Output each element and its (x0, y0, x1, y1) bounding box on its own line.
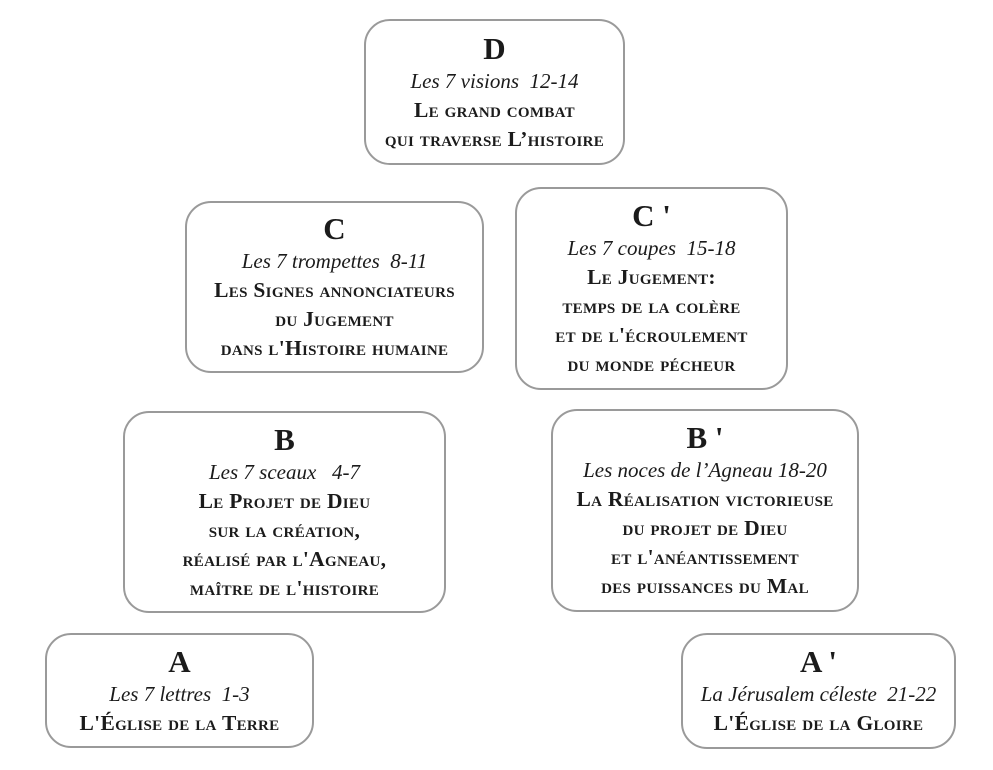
box-a-prime-line: L'Église de la Gloire (713, 711, 924, 735)
box-c-letter: C (323, 211, 346, 246)
box-b-line: sur la création, (208, 517, 361, 542)
box-b-prime-line: du projet de Dieu (622, 516, 788, 540)
box-b-line: Le Projet de Dieu (198, 488, 371, 513)
box-c-line: du Jugement (275, 307, 394, 331)
box-b-prime-line: des puissances du Mal (601, 574, 809, 598)
box-b-prime-line: et l'anéantissement (611, 545, 799, 569)
box-b-prime-line: La Réalisation victorieuse (576, 487, 834, 511)
box-c-prime-subtitle: Les 7 coupes 15-18 (567, 236, 736, 260)
box-a (45, 633, 314, 748)
box-a-line: L'Église de la Terre (79, 710, 280, 735)
box-b-line: réalisé par l'Agneau, (182, 546, 387, 571)
box-c-subtitle: Les 7 trompettes 8-11 (241, 249, 428, 273)
box-c-line: Les Signes annonciateurs (214, 278, 455, 302)
box-b-prime-letter: B ' (686, 420, 724, 455)
box-b-line: maître de l'histoire (189, 575, 380, 600)
box-d-letter: D (483, 30, 506, 66)
box-d (364, 19, 625, 165)
box-a-subtitle: Les 7 lettres 1-3 (109, 681, 250, 706)
box-a-prime (681, 633, 956, 749)
box-b-letter: B (274, 421, 295, 457)
box-c-line: dans l'Histoire humaine (220, 336, 449, 360)
box-c (185, 201, 484, 373)
box-c-prime-line: du monde pécheur (567, 352, 736, 376)
box-d-subtitle: Les 7 visions 12-14 (410, 68, 579, 93)
box-a-letter: A (168, 643, 191, 679)
box-b (123, 411, 446, 613)
box-c-prime-line: et de l'écroulement (555, 323, 748, 347)
box-c-prime (515, 187, 788, 390)
box-d-line: qui traverse L’histoire (384, 126, 605, 151)
box-a-prime-letter: A ' (799, 644, 838, 679)
box-a-prime-subtitle: La Jérusalem céleste 21-22 (700, 682, 937, 706)
box-b-prime (551, 409, 859, 612)
box-c-prime-line: temps de la colère (562, 294, 741, 318)
box-b-subtitle: Les 7 sceaux 4-7 (208, 459, 361, 484)
box-c-prime-letter: C ' (632, 198, 671, 233)
box-c-prime-line: Le Jugement: (587, 265, 716, 289)
box-d-line: Le grand combat (414, 97, 575, 122)
box-b-prime-subtitle: Les noces de l’Agneau 18-20 (583, 458, 827, 482)
